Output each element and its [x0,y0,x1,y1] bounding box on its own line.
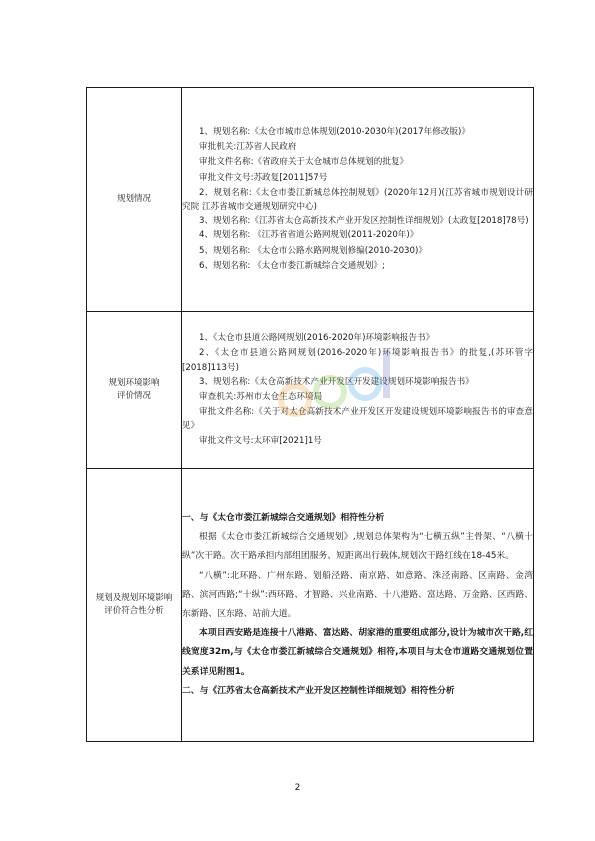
eia-item-3-reviewer: 审查机关:苏州市太仓生态环境局 [199,392,323,402]
row-label-line: 评价情况 [116,391,151,401]
plan-item-2: 2、规划名称:《太仓市娄江新城总体控制规划》(2020年12月)(江苏省城市规划设计研究院 江苏省城市交通规划研究中心) [182,187,533,212]
row-label-line: 规划及规划环境影响 [95,593,173,603]
planning-info-table [86,87,534,742]
row-label-line: 规划环境影响 [108,378,160,388]
table-row-compliance [87,469,534,742]
section-heading-1: 一、与《太仓市娄江新城综合交通规划》相符性分析 [182,512,385,523]
analysis-paragraph: “八横”:北环路、广州东路、划船泾路、南京路、如意路、洙泾南路、区南路、金湾路、滨河西路;“十纵”:西环路、才智路、兴业南路、十八港路、富达路、万金路、区西路、东新路、区东路、站前大道。 [182,570,533,619]
row-content-planning [182,88,534,312]
page-number: 2 [294,783,301,793]
eia-item-3-doc-name: 审批文件名称:《关于对太仓高新技术产业开发区开发建设规划环境影响报告书的审查意见》 [182,407,533,432]
analysis-paragraph: 根据《太仓市娄江新城综合交通规划》,规划总体架构为“七横五纵”主骨架、“八横十纵”次干路。次干路承担内部组团服务、短距离出行载体,规划次干路红线在18-45米。 [182,532,533,562]
analysis-conclusion: 本项目西安路是连接十八港路、富达路、胡家港的重要组成部分,设计为城市次干路,红线宽度32m,与《太仓市娄江新城综合交通规划》相符,本项目与太仓市道路交通规划位置关系详见附图1。 [182,628,533,677]
eia-item-2: 2、《太仓市县道公路网规划(2016-2020年)环境影响报告书》的批复,(苏环管字[2018]113号) [182,348,533,373]
eia-item-3: 3、规划名称:《太仓高新技术产业开发区开发建设规划环境影响报告书》 [199,376,474,387]
plan-item-1-doc-name: 审批文件名称:《省政府关于太仓城市总体规划的批复》 [199,157,409,168]
row-label-planning [87,88,182,312]
table-row-eia [87,312,534,469]
plan-item-6: 6、规划名称: 《太仓市娄江新城综合交通规划》; [199,260,385,271]
plan-item-1: 1、规划名称:《太仓市城市总体规划(2010-2030年)(2017年修改版)》 [199,126,470,137]
row-label-text: 规划情况 [116,194,151,204]
row-content-compliance [182,469,534,742]
plan-item-1-doc-number: 审批文件文号:苏政复[2011]57号 [199,172,328,183]
plan-item-3: 3、规划名称:《江苏省太仓高新技术产业开发区控制性详细规划》(太政复[2018]78号) [199,216,529,227]
plan-item-5: 5、规划名称: 《太仓市公路水路网规划修编(2010-2030)》 [199,245,427,256]
section-heading-2: 二、与《江苏省太仓高新技术产业开发区控制性详细规划》相符性分析 [182,685,455,696]
row-label-line: 评价符合性分析 [104,606,164,616]
eia-item-3-doc-number: 审批文件文号:太环审[2021]1号 [199,435,322,446]
plan-item-1-approver: 审批机关:江苏省人民政府 [199,142,297,153]
row-label-compliance [87,469,182,742]
row-label-eia [87,312,182,469]
row-content-eia [182,312,534,469]
plan-item-4: 4、规划名称: 《江苏省省道公路网规划(2011-2020年)》 [199,230,419,241]
eia-item-1: 1、《太仓市县道公路网规划(2016-2020年)环境影响报告书》 [199,333,435,344]
table-row-planning [87,88,534,312]
